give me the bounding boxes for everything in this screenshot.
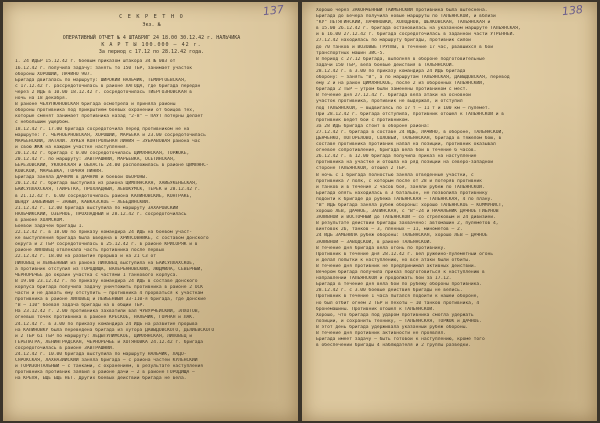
document-page-left	[3, 2, 298, 421]
text-line: до 70 танков и ВОЗОВЫЕ ГРУППЫ, в течение 17 час, рвавшихся в бой	[316, 44, 494, 50]
text-line: Хорошо через ЗАКОНЧЕННЫЙ ТАЙМЕНСКИЙ противника была вытеснена.	[316, 8, 488, 13]
text-line: 21.12.42 г. 12.00 бригада выступила по маршруту ЗАХАРОВСКИЙ	[15, 205, 179, 211]
text-line: ке выступления бригада была введена в ХРИПСОВНИКЕ, с составом Донского	[15, 236, 209, 242]
text-line: 18.12.42 г. 17.00 бригада сосредоточила перед противником не на	[15, 126, 190, 132]
text-line: ночь на 18 декабря.	[15, 96, 68, 102]
text-line: подойти к бригаде до рубежа ТАЛЬЯНСКАЯ — ТАЛЬЯНСКАЯ, 4 по плану.	[316, 196, 494, 202]
text-line: Бригада до вечера получила новые маршруты по ТАЛЬЯНСКОЙ, и вблизи	[316, 14, 496, 20]
text-line: При 28.12.42 г. бригада отступила, противник отошел к ТАЛЬЯНСКОЙ и в	[316, 111, 505, 117]
text-line: В течение дня противник активности не проявлял.	[316, 330, 446, 336]
text-line: через 2 ИДБ в 10.00 18.12.42 г. сосредоточилась ТИЕРГОЗНОВСКАЯ в	[15, 89, 193, 95]
text-line: Боевой задачей бригады 1.	[15, 224, 85, 229]
text-line: Бригада имеет задачу — быть готовой к наступлению, кроме того	[316, 337, 485, 343]
text-line: огневое сопротивление, бригада вела бой в течение 6 часов.	[316, 148, 477, 154]
text-line: корпуса бригада получила задачу уничтожить противника в районе 2 ОСК	[15, 284, 204, 290]
text-line: 26.12.42 г. в 12.00 бригада получила приказ на наступление	[316, 154, 477, 160]
text-line: На 23.12.42 г. 2.00 противника захватили вал ЧУВУРЧЕЙСКИЙ, ЭЛХОТОВ,	[15, 309, 201, 315]
text-line: на КАЛИНОВКУ была переведена бригада из хутора ДАВЫДОВСКОГО, ДЕЛИЕВСКОГО	[15, 327, 215, 333]
text-line: 20.12.42 г. бригада с 0.00 сосредоточилась ЦИМЛЯНСКАЯ, ТОРЖОКЕ,	[15, 150, 190, 156]
report-title: ОПЕРАТИВНЫЙ ОТЧЕТ № 4 ШТАБРИГ 24 18.00 30.12.42 г. НАЛЬЧИКА	[62, 35, 241, 42]
text-line: противник ведет бой с противником.	[316, 117, 411, 123]
text-line: ЛИПОВЕЦ и ЛЕЙБЕНВЫЙ из района ЛИПОВЕЦ выступила на БАЙСУЛЛАХСКОЕ,	[15, 260, 195, 266]
text-line: округа и 2 ТБР сосредоточилась в 25.12.42 г. в районе КРИСОРЯК и в	[15, 242, 198, 248]
text-line: 27.12.42 г. бригада в составе 24 ИДБ, ЛАЧИНО, в обороне, ТАЛЬЯНСКОЙ,	[316, 129, 505, 135]
text-line: В течение дня противник не предпринимал активных действий.	[316, 263, 477, 269]
text-line: ЗАЛИВНОЙ — ЗАВОДСКОЙ, в районе ТАЛЬЯНСКОЙ.	[316, 239, 433, 245]
text-line: составе противника противник напал на позиции, противник оказывал	[316, 142, 496, 148]
text-line: и свою ЖКЖ на каждом участке наступления.	[15, 144, 129, 150]
text-line: ШЕНДУ ЗАВЕЙНЫЙ — ЗАНЫЙ, КАВКАЗСКОЕ — ЛЕБЕДИНСКИЙ.	[15, 199, 151, 205]
document-page-right	[302, 2, 597, 421]
text-line: Бригада в течение дня вела бой по рубежу обороны противника.	[316, 282, 482, 288]
text-line: части и не давать ему отступить — противника 4 прорваться к участкам	[15, 291, 204, 297]
text-line: Противник в течение дня 28.12.42 г. вел ружейно-пулеметный огонь	[316, 251, 494, 257]
text-line: Противник в течение 1 часа пытался подойти к нашей обороне,	[316, 294, 480, 300]
text-line: Бригада опять находилась в 3 батальон, не позволила противнику	[316, 190, 488, 196]
text-line: КОВСКОЙ, МАРЬЕВКА, ГОРНАЯ ЛИНИЯ.	[15, 169, 104, 175]
text-line: В течение дня бригада вела огонь по противнику.	[316, 245, 446, 251]
text-line: Хорошо, что бригада под ударом противника смогла удержать	[316, 312, 474, 318]
text-line: транспортных машин ЗИС-5.	[316, 50, 386, 56]
text-line: сосредоточилась в районе ЗАВТРАШНИЙ.	[15, 345, 115, 351]
text-line: В течение дня 27.12.42 г. бригада вела атаки на основной	[316, 93, 471, 99]
text-line: Вечером бригада получила приказ подготовиться к наступлению в	[316, 270, 485, 276]
text-line: на КРЕПЯ, ЕЩЕ ЕЩЕ НЕТ. Других боевых действий бригада не вела.	[15, 376, 187, 382]
text-line: 16.12.42 г. получила задачу: занять то 150 ТБР, занимает участок	[15, 65, 193, 71]
text-line: с 17.12.42 г. рассредоточилась в районе ЛАГОДА, где бригада передан	[15, 83, 201, 89]
text-line: Бригада заняла ДАЧНУЮ в ДАЧНУЮ и боевой ОБОРОНЫ.	[15, 175, 148, 181]
page-number-stamp: 137	[262, 2, 285, 19]
text-line: 28.12.42 г. в 3.00 по приказу командира 24 ИДБ бригада	[316, 68, 466, 74]
text-line: СЯРОКСКАЯ, ЛАХНАЗИЙСКИЙ заняла бригада — с района частей КУЛЕНСКИЙ	[15, 358, 198, 364]
text-line: В 19.00 23.12.42 г. по приказу командира 24 ИДБ в составе Донского	[15, 278, 198, 284]
text-line: стороне ТАЛЬЯНСКОЙ, отошел 2 ТБР.	[316, 166, 408, 172]
text-line: "КУ" ЛЕТЯГИНСКИЙ, ЛАЧИНОВКИ, ХОЛОДНОВ, ШЕЛКОВСКАЯ, ТАЛЬЯНСКАЯ и	[316, 20, 491, 26]
report-body-left	[15, 59, 288, 382]
text-line: оборону: — занять "В", а по маршрутам ТАЛЬЯНСКАЯ, ДАВЫДОВСКАЯ, перевод	[316, 75, 510, 81]
text-line: 24.12.42 г. в 3.00 по приказу командира 24 ИДБ на развитие прорыва	[15, 321, 198, 327]
text-line: под ТАЛЬЯНСКОЙ, — выдвигаясь по 17 т — 11 т и 100 км — пулемет.	[316, 105, 491, 111]
text-line: огневых точек противника в районе КРЕСКОЕ, НАЛЬЧИК, ГОРНАЯ и ЛАК.	[15, 315, 195, 321]
text-line: 20.12.42 г. по маршруту: ЗАВТРАШНИЙ, МАРЬЕВКА, ОСЕТИНСКАЯ,	[15, 156, 176, 162]
text-line: но был отбит огнем 2 ТБР и пехоты — 10 танков противника, 4	[316, 300, 480, 306]
text-line: обороны противника под прикрытием боевых охранений от бойцов тех,	[15, 108, 195, 114]
text-line: позиции, и сохранить технику, — ТАЛЬЯНСКАЯ, ТОРЖОК и ДАЧНОЕ.	[316, 318, 482, 324]
text-line: противника на участке и отошла на ряд позиций на северо-западной	[316, 160, 494, 166]
text-line: "В — 110" боевая задача бригады на в общий ТБР.	[15, 303, 145, 309]
report-body-right	[316, 2, 589, 349]
text-line: обороны ХОРОШИЙ, ЛАЧИНО 907.	[15, 71, 93, 77]
text-line: 27.12.42 находилась по маршруту бригады, противник силой	[316, 38, 471, 44]
text-line: маршруте: г. ЧЕРНОЕРНОВСКАЯ, ХОРОШИЙ, МАРЬЕКА и 23.00 сосредоточилась	[15, 132, 206, 138]
text-line: БЕРЕЗОВСКИЙ, УКЛОНСКАЯ и ОБЛАСТЬ 24.00 расположилась в районе ЦИМЛЯНС-	[15, 163, 209, 169]
text-line: и танков и в течение 2 часов боя, заняли рубеж по ТАЛЬЯНСКОЙ.	[316, 184, 485, 190]
text-line: в районе ХОЛМСКОМ.	[15, 217, 65, 223]
text-line: противника в районе ЛИПОВЕЦ и ЛЕЙБЕНВЫЙ 33-110-я бригада, где Донские	[15, 297, 206, 303]
text-line: МАРЬЕНСКИЙ, ЛАТАЛИ. ЛУКЕЯ КОНТРОЛЬНАЯ ЛИНИЯ — ЗУБРАВОВАЯ района час	[15, 138, 201, 144]
text-line: которые сменят занимает противника назад "2-8" — ПАУТ потерны делает	[15, 114, 204, 120]
text-line: В результате действий бригады захвачено: автомашин 2, пулеметов 4,	[316, 221, 499, 227]
text-line: ЗАЛИВНОЙ и ВОСТОЧНЫЙ до ТАЛЬЯНСКОЙ — со стрелковым и 24 дивизией.	[316, 215, 496, 221]
text-line: винтовок 26, танков — 3, пленных — 11, минометов — 2.	[316, 227, 463, 233]
text-line: 28.12.42 г. с 3.00 боевые действия бригады не велись.	[316, 288, 463, 294]
text-line: За 28 ИДБ бригада стоит в обороне района:	[316, 123, 430, 129]
text-line: хорошо ЛЕВ, ДАЧНОЕ, ЗАЛИНСКАЯ, с "В"-24 и НАЧАЛЬНИК ДАЧНОЕ ГИБУНОВ	[316, 209, 499, 215]
text-line: Бригада двигалась по маршруту: ШИРОКИЙ НАЛЬЧИК, ТЕМИРГОЕВСКАЯ,	[15, 77, 187, 83]
text-line: НАЛЬЧИКСКИЙ, ОЗЕРНОЕ, ПРОХЛАДНЫЙ и 28.12.42 г. сосредоточилась	[15, 211, 187, 217]
classification-header: С Е К Р Е Т Н О	[119, 14, 184, 20]
text-line: 22.12.42 г. в 18.00 по приказу командира 24 ИДБ на боевом участ-	[15, 230, 193, 236]
text-line: и 2 ТБР 61 ТБР по маршруту: ЛЕДЫТУЛИМСКОЕ, ЦИМЛЯНСКАЯ, ЛИПОВЕЦ и	[15, 333, 193, 339]
text-line: а противник отступил из ГОРОДИЩА, ВАЛЕРЬЯНОВСКИЙ, ЛЮДМИЛА, СЕВЕРНЫЙ,	[15, 266, 204, 272]
text-line: 24 ИДБ ЗАМЕНИЛА рубеж обороны: ТАЛЬЯНСКАЯ, хорошо ЛЕВ — ДАЧНОЕ	[316, 233, 488, 239]
text-line: БАЙСУЛЛАХСКАЯ, ГАЙРЕТКА, ПРОХЛАДНЫЙ, ЛЕВОКУМСК, ТЕРЕК и 28.12.42 г.	[15, 187, 201, 193]
text-line: и ГОРИЗОНТАЛЬНЫЙ — с танками, с охранением, в результате наступления	[15, 364, 204, 370]
text-line: "В" ИДБ бригада заняла рубеж обороны: хорошо ТАЛЬЯНСКОЕ — КОММУНИСТ,	[316, 203, 505, 208]
text-line: направлении ТАЛЬЯНСКОЙ и продолжать бой за 17.12.	[316, 276, 452, 282]
text-line: задачи 150 ТБР, вела боевые действия в ТАЛЬЯНСКОЙ.	[316, 62, 455, 68]
text-line: бригада 2 ТБР — утром были заменены противником с мест.	[316, 87, 469, 93]
copy-number: Экз. №	[142, 22, 161, 29]
text-line: в обеспечении бригады 4 наблюдателя и 2 группы разведки.	[316, 343, 471, 349]
text-line: ДЬЯЧЕНКО, ПОГОРЕЛОВО, СОЛОВЬИ, ТАЛЬЯНСКАЯ, бригада в тяжелом бою, в	[316, 135, 502, 141]
text-line: В ночь с 1 бригада полностью заняла отведенные участки, с	[316, 172, 474, 178]
text-line: ГЕРЕПАГРА, ЛЕНИНГРАДСКАЯ, ЧЕРНОРЕЧЬЕ и ХОТЯНОВКА 24.12.42 г. бригада	[15, 339, 204, 345]
text-line: В этот день бригада удерживала указанный рубеж обороны.	[316, 324, 469, 330]
text-line: участок противника, противник не выдержал, и отступил	[316, 99, 463, 105]
text-line: 1. 24 ИДБР 15.12.42 г. боевым приказом штакора 34 № 003 от	[15, 59, 176, 65]
map-reference: К А Р Т Ы 100.000 — 42 г.	[101, 42, 202, 49]
report-period: За период с 17.12 по 28.12.42 года.	[98, 49, 205, 56]
text-line: бронемашины. Противник отошел к ТАЛЬЯНСКОЙ.	[316, 306, 435, 312]
text-line: в 21.12.42 г. 6.00 сосредоточилась района КАЛИНОВСКИЕ, КОНТРАКЕ,	[15, 193, 193, 199]
text-line: и делал попытки к наступлению, но все атаки были отбиты.	[316, 257, 471, 263]
page-number-stamp: 138	[561, 2, 584, 19]
text-line: 24.12.42 г. 10.00 бригада выступила по маршруту НАЛЬЧИК, ЛАДО-	[15, 351, 187, 357]
text-line: в 15.00 26.12.42 г. бригада остановилась на указанном маршруте ТАЛЬЯНСКАЯ,	[316, 26, 521, 32]
text-line: 20.12.42 г. бригада выступила из района ЦИМЛЯНСКАЯ, ХАЙБУКЕНЬСКАЯ,	[15, 181, 198, 187]
text-line: ему 2 и на район ЦИМЛЯНСКОЕ, после 2 из оборонных ТАЛЬЯНСКИЙ,	[316, 81, 485, 87]
text-line: противника 7 полк, с которым после от 28 и потеряв противник	[316, 178, 482, 184]
text-line: районе ЛИПОВЕЦ отвлекала часть противника после первых	[15, 248, 165, 254]
text-line: 22.12.42 г. 18.00 на развитие прорыва и на 21 СЗ от	[15, 254, 157, 260]
text-line: ЧЕРНОРЕЧЬЕ до окраин участка с частями 1 танкового корпуса.	[15, 272, 179, 278]
text-line: с небольшим ущербом.	[15, 120, 71, 126]
text-line: В период с 27.12 бригада, выполняя в обороне подготовительные	[316, 56, 485, 62]
text-line: и в 16.00 27.12.42 г. бригада сосредоточилась в заданной части УТРЕННЕЙ.	[316, 32, 516, 38]
text-line: противника противник заявил о районе дачи — 2 в районе ГОРОДИЩА —	[15, 370, 195, 376]
text-line: В районе ЧЕЛУПКАНОВСКАЯ бригада осмотрела и приняла районы	[15, 102, 176, 108]
